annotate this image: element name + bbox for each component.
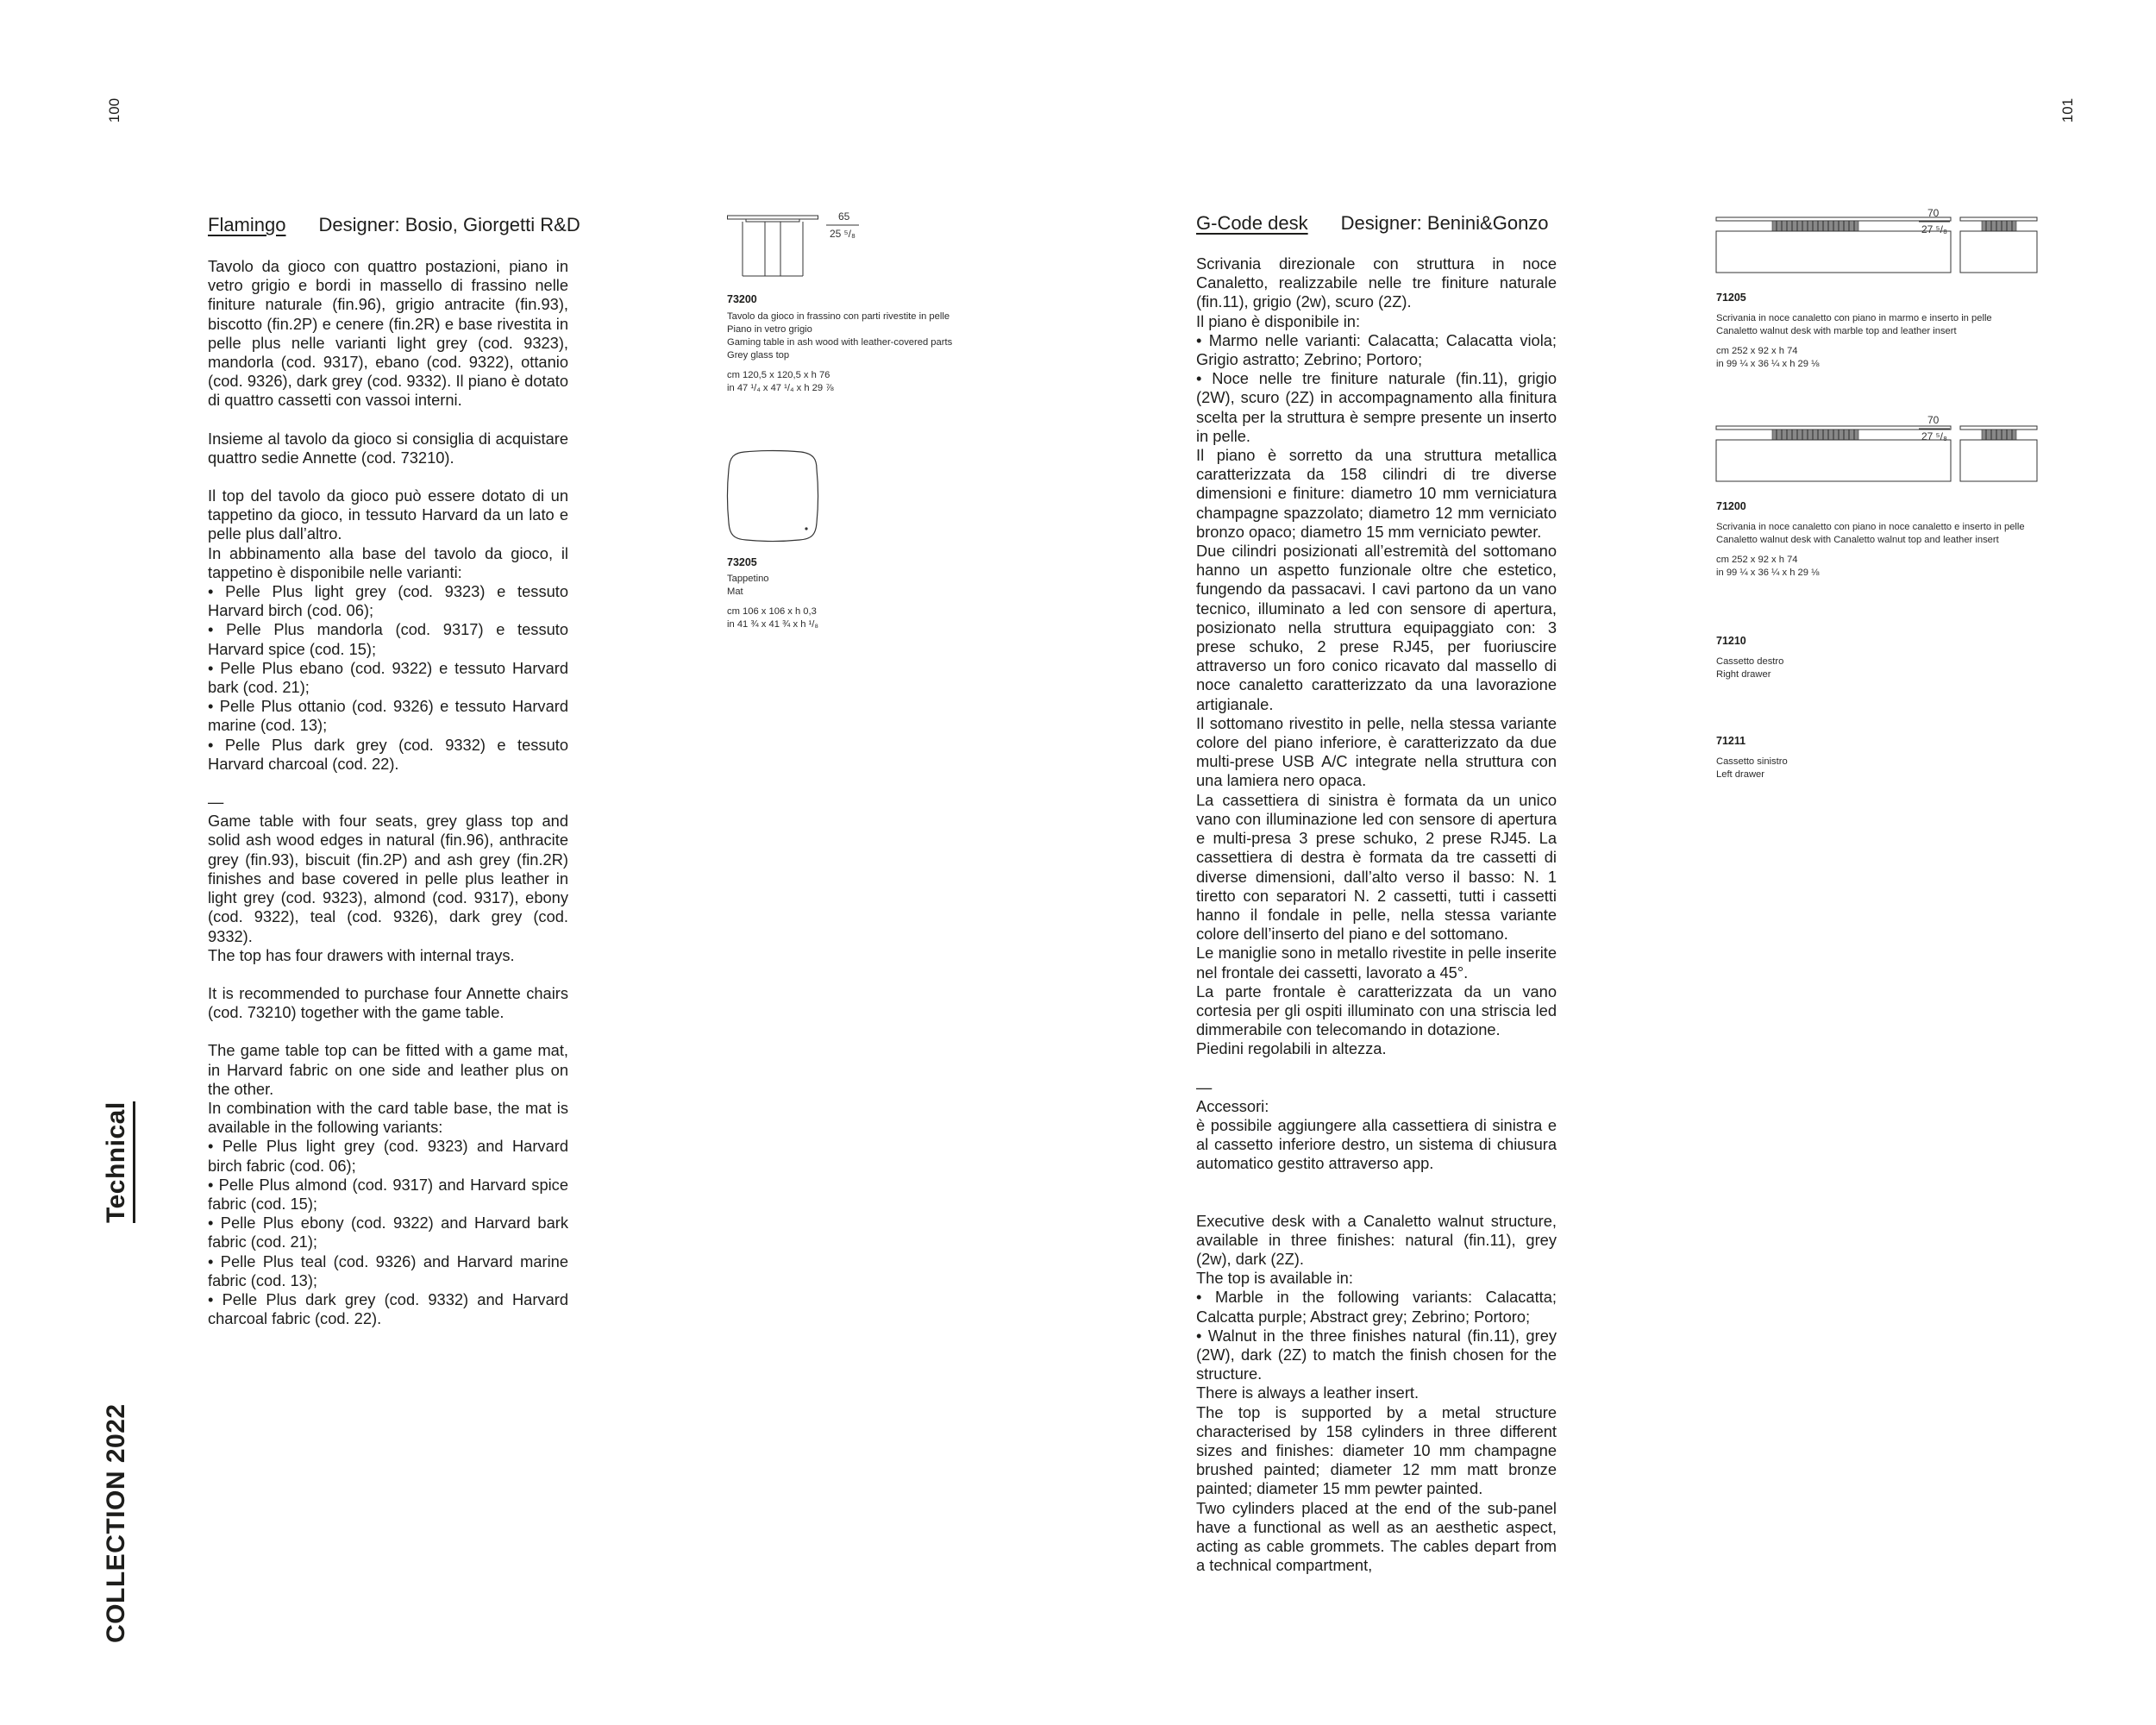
list-item: • Marmo nelle varianti: Calacatta; Calacatta viola; Grigio astratto; Zebrino; Portoro; — [1196, 330, 1557, 369]
caption-line: Cassetto destro — [1716, 656, 1784, 667]
designer-gcode: Designer: Benini&Gonzo — [1340, 212, 1549, 234]
product-code-71200: 71200 — [1716, 500, 1746, 512]
list-item: • Pelle Plus light grey (cod. 9323) and Harvard birch fabric (cod. 06); — [208, 1137, 568, 1175]
caption-line: Piano in vetro grigio — [727, 324, 812, 335]
list-item: • Pelle Plus dark grey (cod. 9332) and Harvard charcoal fabric (cod. 22). — [208, 1289, 568, 1328]
list-item: • Pelle Plus ottanio (cod. 9326) e tessuto Harvard marine (cod. 13); — [208, 697, 568, 735]
list-item: • Pelle Plus ebano (cod. 9322) e tessuto Harvard bark (cod. 21); — [208, 658, 568, 697]
dimensions-cm: cm 106 x 106 x h 0,3 — [727, 606, 817, 617]
page-number-left: 100 — [106, 97, 122, 123]
paragraph: Il piano è sorretto da una struttura metallica caratterizzata da 158 cilindri di tre diverse dimensioni e finiture: diametro 10 mm verniciatura champagne spazzolato; diametro 12 mm verniciato bronzo opaco; diametro 15 mm verniciato pewter. — [1196, 446, 1557, 541]
list-item: • Pelle Plus ebony (cod. 9322) and Harvard bark fabric (cod. 21); — [208, 1214, 568, 1251]
side-label-collection: COLLECTION 2022 — [102, 1403, 130, 1643]
product-caption-71211 — [1716, 756, 1788, 781]
product-caption-71205 — [1716, 312, 1992, 371]
caption-line: Tappetino — [727, 574, 769, 584]
caption-line: Scrivania in noce canaletto con piano in noce canaletto e inserto in pelle — [1716, 522, 2025, 532]
paragraph: The top is available in: — [1196, 1269, 1353, 1288]
caption-line: Mat — [727, 586, 743, 597]
paragraph: The game table top can be fitted with a game mat, in Harvard fabric on one side and leather plus on the other. — [208, 1041, 568, 1098]
paragraph: Piedini regolabili in altezza. — [1196, 1039, 1387, 1058]
list-item: • Pelle Plus teal (cod. 9326) and Harvard marine fabric (cod. 13); — [208, 1251, 568, 1289]
height-cm-71205: 70 — [1927, 207, 1940, 219]
height-cm-71200: 70 — [1927, 414, 1940, 426]
caption-line: Scrivania in noce canaletto con piano in marmo e inserto in pelle — [1716, 313, 1992, 323]
gcode-description — [1196, 254, 1557, 1575]
paragraph: Executive desk with a Canaletto walnut structure, available in three finishes: natural (fin.11), grey (2w), dark (2Z). — [1196, 1211, 1557, 1268]
product-name-flamingo: Flamingo — [208, 214, 286, 235]
product-code-73200: 73200 — [727, 293, 757, 305]
paragraph: The top is supported by a metal structure characterised by 158 cylinders in three different sizes and finishes: diameter 10 mm champagne brushed painted; diameter 12 mm matt bronze painted; diameter 15 mm pewter painted. — [1196, 1402, 1557, 1498]
paragraph: In combination with the card table base, the mat is available in the following variants: — [208, 1098, 568, 1137]
paragraph: Due cilindri posizionati all’estremità del sottomano hanno un aspetto funzionale oltre che estetico, fungendo da passacavi. I cavi partono da un vano tecnico, illuminato a led con sensore di apertura, posizionato nella struttura equipaggiato con: 3 prese schuko, 2 prese RJ45, per fuoriuscire attraverso un foro conico ricavato dal massello di noce canaletto caratterizzato da una lavorazione artigianale. — [1196, 542, 1557, 713]
dimensions-cm: cm 252 x 92 x h 74 — [1716, 555, 1798, 565]
list-item: • Walnut in the three finishes natural (fin.11), grey (2W), dark (2Z) to match the finish chosen for the structure. — [1196, 1326, 1557, 1383]
paragraph: The top has four drawers with internal trays. — [208, 945, 515, 964]
product-name-gcode: G-Code desk — [1196, 212, 1308, 234]
page-number-right: 101 — [2059, 97, 2076, 123]
product-code-71210: 71210 — [1716, 635, 1746, 647]
paragraph: è possibile aggiungere alla cassettiera di sinistra e al cassetto inferiore destro, un sistema di chiusura automatico gestito attraverso app. — [1196, 1115, 1557, 1173]
product-code-71205: 71205 — [1716, 292, 1746, 304]
desk-walnut-side-drawing — [1958, 423, 2040, 487]
separator-dash: — — [208, 793, 224, 812]
height-cm-73200: 65 — [838, 210, 850, 223]
product-caption-71210 — [1716, 656, 1783, 681]
paragraph: Insieme al tavolo da gioco si consiglia di acquistare quattro sedie Annette (cod. 73210). — [208, 429, 568, 467]
side-label-technical: Technical — [102, 1101, 135, 1223]
paragraph: There is always a leather insert. — [1196, 1383, 1420, 1402]
product-caption-71200 — [1716, 521, 2025, 580]
dimensions-cm: cm 252 x 92 x h 74 — [1716, 346, 1798, 356]
caption-line: Tavolo da gioco in frassino con parti rivestite in pelle — [727, 311, 950, 322]
paragraph: Game table with four seats, grey glass top and solid ash wood edges in natural (fin.96), anthracite grey (fin.93), biscuit (fin.2P) and ash grey (fin.2R) finishes and base covered in pelle plus leather in light grey (cod. 9323), almond (cod. 9317), ebony (cod. 9322), teal (cod. 9326), dark grey (cod. 9332). — [208, 812, 568, 945]
product-code-71211: 71211 — [1716, 735, 1746, 747]
list-item: • Pelle Plus light grey (cod. 9323) e tessuto Harvard birch (cod. 06); — [208, 582, 568, 620]
caption-line: Cassetto sinistro — [1716, 756, 1788, 767]
caption-line: Right drawer — [1716, 669, 1771, 680]
accessories-title: Accessori: — [1196, 1096, 1269, 1115]
paragraph: Il sottomano rivestito in pelle, nella stessa variante colore del piano inferiore, è caratterizzato da due multi-prese USB A/C integrate nella struttura con una lamiera nero opaca. — [1196, 713, 1557, 790]
gaming-table-drawing — [727, 214, 822, 283]
paragraph: La cassettiera di sinistra è formata da un unico vano con illuminazione led con sensore di apertura e multi-presa 3 prese schuko, 2 prese RJ45. La cassettiera di destra è formata da tre cassetti di diverse dimensioni, dall’alto verso il basso: N. 1 tiretto con separatori N. 2 cassetti, tutti i cassetti hanno il fondale in pelle, nella stessa variante colore dell’inserto del piano e del sottomano. — [1196, 790, 1557, 944]
paragraph: La parte frontale è caratterizzata da un vano cortesia per gli ospiti illuminato con una striscia led dimmerabile con telecomando in dotazione. — [1196, 982, 1557, 1039]
paragraph: In abbinamento alla base del tavolo da gioco, il tappetino è disponibile nelle varianti: — [208, 543, 568, 581]
caption-line: Gaming table in ash wood with leather-covered parts — [727, 337, 953, 348]
list-item: • Pelle Plus mandorla (cod. 9317) e tessuto Harvard spice (cod. 15); — [208, 620, 568, 658]
designer-flamingo: Designer: Bosio, Giorgetti R&D — [318, 214, 580, 235]
list-item: • Noce nelle tre finiture naturale (fin.11), grigio (2W), scuro (2Z) in accompagnamento alla finitura scelta per la struttura è sempre presente un inserto in pelle. — [1196, 369, 1557, 445]
dimensions-cm: cm 120,5 x 120,5 x h 76 — [727, 370, 830, 380]
product-code-73205: 73205 — [727, 556, 757, 568]
list-item: • Marble in the following variants: Calacatta; Calcatta purple; Abstract grey; Zebrino; Portoro; — [1196, 1288, 1557, 1326]
product-caption-73205 — [727, 573, 818, 631]
gcode-header — [1196, 212, 1549, 235]
caption-line: Canaletto walnut desk with marble top and leather insert — [1716, 326, 1957, 336]
list-item: • Pelle Plus almond (cod. 9317) and Harvard spice fabric (cod. 15); — [208, 1175, 568, 1213]
paragraph: Scrivania direzionale con struttura in noce Canaletto, realizzabile nelle tre finiture naturale (fin.11), grigio (2w), scuro (2Z). — [1196, 254, 1557, 311]
caption-line: Grey glass top — [727, 350, 790, 361]
separator-dash: — — [1196, 1077, 1213, 1096]
dimensions-in: in 47 ¹/₄ x 47 ¹/₄ x h 29 ⅞ — [727, 383, 834, 393]
list-item: • Pelle Plus dark grey (cod. 9332) e tessuto Harvard charcoal (cod. 22). — [208, 735, 568, 773]
dimensions-in: in 99 ¼ x 36 ¼ x h 29 ⅛ — [1716, 568, 1820, 578]
caption-line: Left drawer — [1716, 769, 1764, 780]
height-in-71205: 27 ⁵/₈ — [1921, 223, 1947, 235]
caption-line: Canaletto walnut desk with Canaletto walnut top and leather insert — [1716, 535, 1999, 545]
flamingo-header — [208, 214, 580, 236]
paragraph: Two cylinders placed at the end of the sub-panel have a functional as well as an aesthetic aspect, acting as cable grommets. The cables depart from a technical compartment, — [1196, 1498, 1557, 1575]
paragraph: Tavolo da gioco con quattro postazioni, piano in vetro grigio e bordi in massello di frassino nelle finiture naturale (fin.96), grigio antracite (fin.93), biscotto (fin.2P) e cenere (fin.2R) e base rivestita in pelle plus nelle varianti light grey (cod. 9323), mandorla (cod. 9317), ebano (cod. 9322), ottanio (cod. 9326), dark grey (cod. 9332). Il piano è dotato di quattro cassetti con vassoi interni. — [208, 257, 568, 410]
flamingo-description — [208, 257, 568, 1328]
paragraph: Le maniglie sono in metallo rivestite in pelle inserite nel frontale dei cassetti, lavorato a 45°. — [1196, 944, 1557, 982]
height-in-73200: 25 ⁵/₈ — [830, 228, 856, 240]
mat-drawing — [727, 450, 818, 542]
paragraph: It is recommended to purchase four Annette chairs (cod. 73210) together with the game table. — [208, 983, 568, 1022]
height-in-71200: 27 ⁵/₈ — [1921, 430, 1947, 442]
dimensions-in: in 41 ¾ x 41 ¾ x h ¹/₈ — [727, 619, 819, 630]
paragraph: Il piano è disponibile in: — [1196, 311, 1361, 330]
desk-marble-side-drawing — [1958, 214, 2040, 279]
paragraph: Il top del tavolo da gioco può essere dotato di un tappetino da gioco, in tessuto Harvard da un lato e pelle plus dall’altro. — [208, 486, 568, 543]
product-caption-73200 — [727, 310, 952, 395]
dimensions-in: in 99 ¼ x 36 ¼ x h 29 ⅛ — [1716, 359, 1820, 369]
